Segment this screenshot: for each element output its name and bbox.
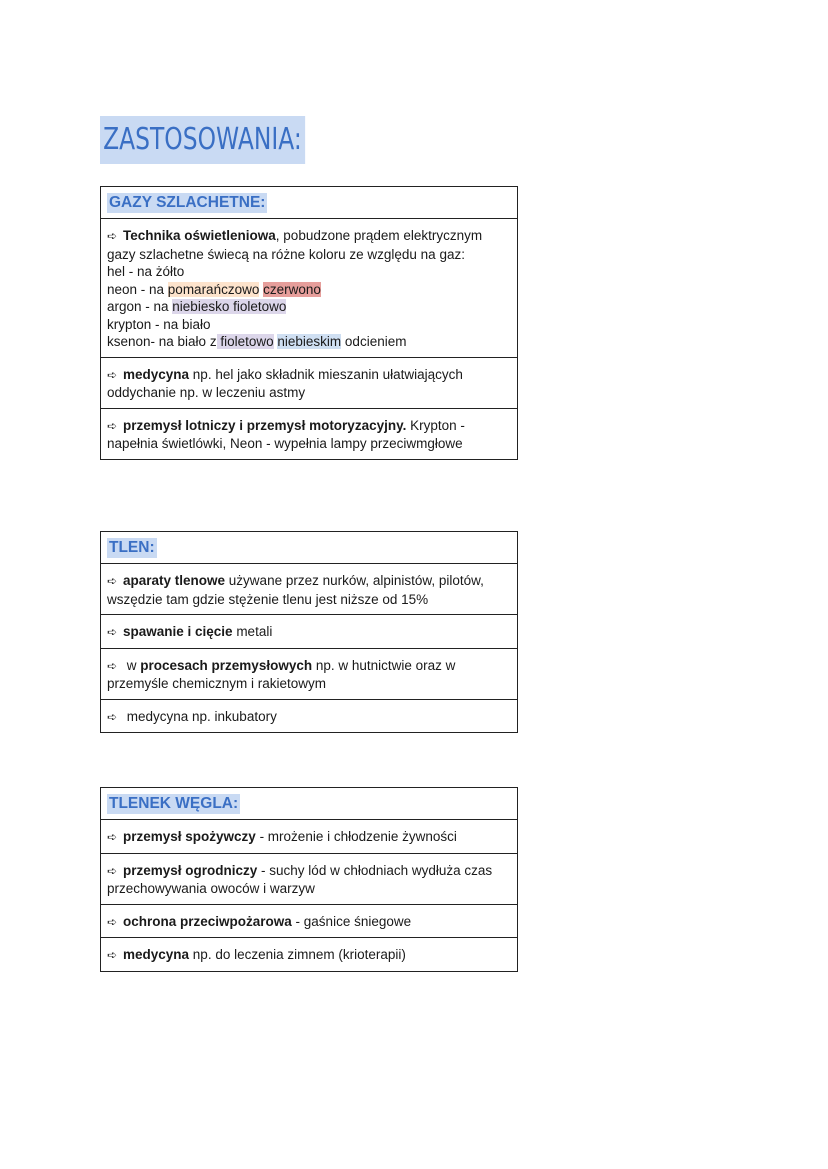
line-hel: hel - na żółto — [107, 264, 185, 279]
highlight-purple: niebiesko fioletowo — [172, 299, 287, 314]
table-header-cell — [101, 788, 518, 820]
item-text: np. hel jako składnik mieszanin ułatwiających oddychanie np. w leczeniu astmy — [107, 366, 463, 400]
table-cell — [101, 853, 518, 904]
section-heading: GAZY SZLACHETNE: — [109, 194, 266, 211]
highlight-red: czerwono — [263, 281, 321, 297]
table-cell — [101, 938, 518, 972]
arrow-icon: ➪ — [107, 830, 118, 844]
highlight-purple: fioletowo — [216, 334, 274, 349]
carbon-monoxide-table — [100, 787, 518, 972]
item-title: przemysł spożywczy — [123, 829, 256, 844]
table-row — [101, 853, 518, 904]
highlight-blue: niebieskim — [277, 334, 342, 349]
section-heading: TLENEK WĘGLA: — [109, 795, 239, 812]
item-text: metali — [232, 624, 273, 639]
item-title: spawanie i cięcie — [123, 624, 233, 639]
page-title: ZASTOSOWANIA: — [100, 116, 305, 164]
arrow-icon: ➪ — [107, 709, 118, 724]
table-row — [101, 904, 518, 938]
arrow-icon: ➪ — [107, 863, 118, 878]
item-title: procesach przemysłowych — [140, 657, 313, 673]
oxygen-table — [100, 531, 518, 733]
item-prefix: w — [123, 657, 141, 673]
table-row — [101, 219, 518, 358]
item-text: - gaśnice śniegowe — [291, 913, 412, 929]
arrow-icon: ➪ — [107, 229, 118, 243]
table-cell — [101, 615, 518, 649]
table-cell — [101, 699, 518, 733]
section-carbon-monoxide — [100, 787, 518, 972]
highlight-orange: pomarańczowo — [167, 281, 260, 297]
arrow-icon: ➪ — [107, 914, 118, 929]
item-text: używane przez nurków, alpinistów, pilotów, wszędzie tam gdzie stężenie tlenu jest niższe od 15% — [107, 573, 484, 607]
table-row — [101, 820, 518, 854]
table-header-cell — [101, 532, 518, 564]
item-title: aparaty tlenowe — [123, 573, 226, 588]
ksenon-suffix: odcieniem — [341, 334, 407, 349]
ksenon-prefix: ksenon- na biało z — [107, 334, 217, 349]
table-row — [101, 408, 518, 459]
item-text: np. w hutnictwie oraz w przemyśle chemicznym i rakietowym — [107, 657, 456, 691]
arrow-icon: ➪ — [107, 367, 118, 382]
item-text: , pobudzone prądem elektrycznym gazy szlachetne świecą na różne koloru ze względu na gaz: — [107, 228, 483, 262]
table-row — [101, 564, 518, 615]
table-header-row — [101, 187, 518, 219]
item-title: medycyna — [123, 947, 190, 962]
table-row — [101, 699, 518, 733]
arrow-icon: ➪ — [107, 574, 118, 588]
item-title: przemysł ogrodniczy — [123, 862, 258, 878]
table-cell — [101, 408, 518, 459]
table-cell — [101, 564, 518, 615]
table-row — [101, 615, 518, 649]
neon-prefix: neon - na — [107, 281, 168, 297]
table-header-row — [101, 532, 518, 564]
table-row — [101, 357, 518, 408]
table-cell — [101, 820, 518, 854]
arrow-icon: ➪ — [107, 625, 118, 639]
item-text: Krypton - napełnia świetlówki, Neon - wypełnia lampy przeciwmgłowe — [107, 417, 465, 451]
item-title: przemysł lotniczy i przemysł motoryzacyjny. — [123, 417, 407, 433]
section-heading: TLEN: — [109, 539, 155, 556]
item-text: np. do leczenia zimnem (krioterapii) — [189, 947, 406, 962]
arrow-icon: ➪ — [107, 418, 118, 433]
table-header-row — [101, 788, 518, 820]
section-noble-gases — [100, 186, 518, 460]
item-title: Technika oświetleniowa — [123, 228, 276, 243]
line-krypton: krypton - na biało — [107, 316, 211, 332]
table-cell — [101, 648, 518, 699]
noble-gases-table — [100, 186, 518, 460]
table-row — [101, 938, 518, 972]
item-text: - mrożenie i chłodzenie żywności — [255, 829, 457, 844]
table-cell — [101, 357, 518, 408]
item-text: medycyna np. inkubatory — [123, 708, 277, 724]
table-cell — [101, 219, 518, 358]
arrow-icon: ➪ — [107, 658, 118, 673]
arrow-icon: ➪ — [107, 948, 118, 962]
section-oxygen — [100, 531, 518, 733]
item-title: ochrona przeciwpożarowa — [123, 913, 292, 929]
table-row — [101, 648, 518, 699]
table-cell — [101, 904, 518, 938]
item-text: - suchy lód w chłodniach wydłuża czas przechowywania owoców i warzyw — [107, 862, 493, 896]
table-header-cell — [101, 187, 518, 219]
item-title: medycyna — [123, 366, 190, 382]
argon-prefix: argon - na — [107, 299, 173, 314]
